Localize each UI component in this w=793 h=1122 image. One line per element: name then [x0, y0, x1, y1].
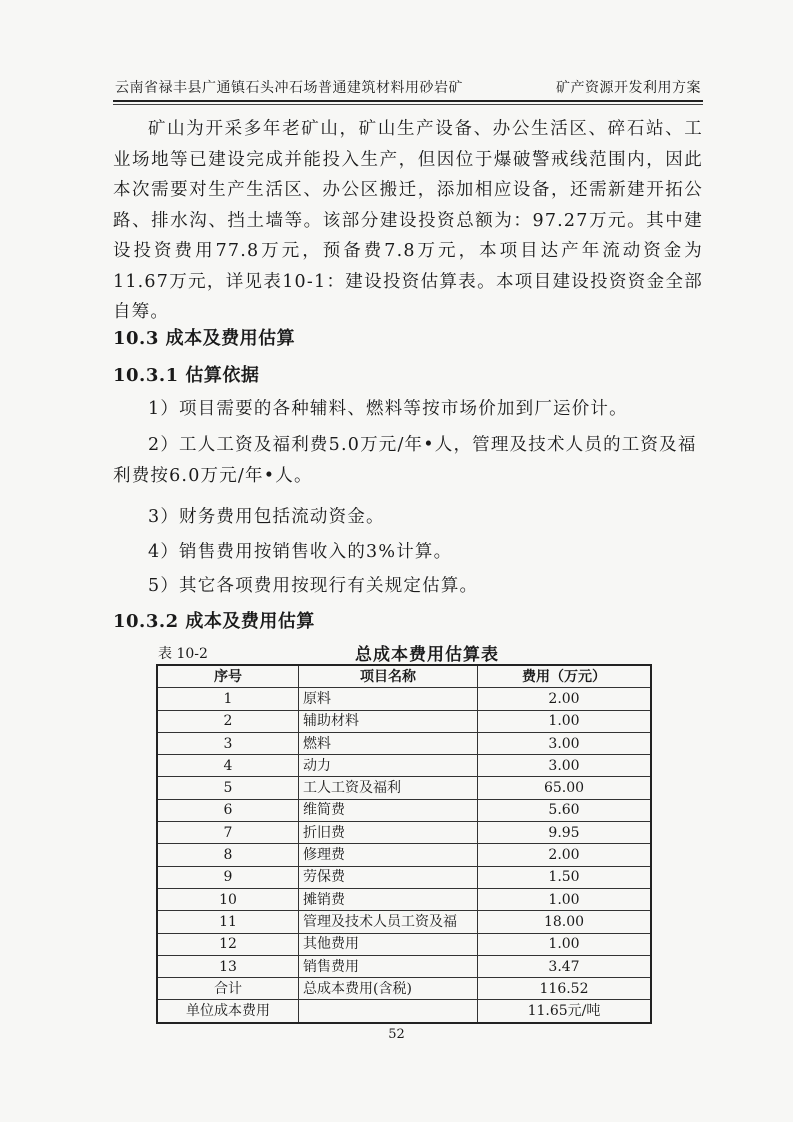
table-unit-cost-row: [157, 1000, 651, 1023]
table-row: [157, 888, 651, 910]
row-cost: 3.47: [478, 955, 652, 977]
header-project-name: 云南省禄丰县广通镇石头冲石场普通建筑材料用砂岩矿: [115, 80, 463, 96]
header-divider: [113, 100, 703, 102]
cost-estimate-table: [156, 664, 652, 1024]
basis-item: 2）工人工资及福利费5.0万元/年•人，管理及技术人员的工资及福利费按6.0万元/年•人。: [113, 435, 697, 486]
table-row: [157, 732, 651, 754]
row-item: 动力: [299, 755, 478, 777]
row-item: 燃料: [299, 732, 478, 754]
unit-cost-label: 单位成本费用: [157, 1000, 299, 1023]
basis-item: 1）项目需要的各种辅料、燃料等按市场价加到厂运价计。: [148, 399, 628, 419]
table-row: [157, 866, 651, 888]
row-item: 折旧费: [299, 822, 478, 844]
row-cost: 1.00: [478, 888, 652, 910]
column-header-number: 序号: [157, 665, 299, 688]
total-label: 合计: [157, 978, 299, 1000]
row-number: 9: [157, 866, 299, 888]
row-number: 6: [157, 799, 299, 821]
row-cost: 18.00: [478, 911, 652, 933]
basis-item: 3）财务费用包括流动资金。: [148, 507, 385, 527]
basis-item: 4）销售费用按销售收入的3%计算。: [148, 542, 453, 562]
subsection-heading-basis: 10.3.1 估算依据: [113, 365, 260, 386]
table-row: [157, 844, 651, 866]
row-number: 8: [157, 844, 299, 866]
header-doc-title: 矿产资源开发利用方案: [556, 80, 701, 96]
row-item: 修理费: [299, 844, 478, 866]
table-row: [157, 822, 651, 844]
basis-item: 5）其它各项费用按现行有关规定估算。: [148, 576, 479, 596]
column-header-item: 项目名称: [299, 665, 478, 688]
row-number: 7: [157, 822, 299, 844]
row-cost: 5.60: [478, 799, 652, 821]
row-number: 11: [157, 911, 299, 933]
row-item: 销售费用: [299, 955, 478, 977]
row-number: 10: [157, 888, 299, 910]
table-row: [157, 710, 651, 732]
row-item: 原料: [299, 688, 478, 710]
table-row: [157, 799, 651, 821]
page-header: [115, 77, 701, 99]
table-header-row: [157, 665, 651, 688]
row-number: 12: [157, 933, 299, 955]
row-cost: 1.00: [478, 710, 652, 732]
table-row: [157, 911, 651, 933]
unit-cost-value: 11.65元/吨: [478, 1000, 652, 1023]
row-item: 管理及技术人员工资及福: [299, 911, 478, 933]
row-number: 13: [157, 955, 299, 977]
row-item: 工人工资及福利: [299, 777, 478, 799]
row-item: 劳保费: [299, 866, 478, 888]
row-number: 3: [157, 732, 299, 754]
table-row: [157, 955, 651, 977]
table-row: [157, 755, 651, 777]
unit-cost-item: [299, 1000, 478, 1023]
column-header-cost: 费用（万元）: [478, 665, 652, 688]
section-heading: 10.3 成本及费用估算: [113, 328, 296, 349]
row-number: 4: [157, 755, 299, 777]
row-cost: 9.95: [478, 822, 652, 844]
intro-paragraph: 矿山为开采多年老矿山，矿山生产设备、办公生活区、碎石站、工业场地等已建设完成并能投入生产，但因位于爆破警戒线范围内，因此本次需要对生产生活区、办公区搬迁，添加相应设备，还需新建开拓公路、排水沟、挡土墙等。该部分建设投资总额为：97.27万元。其中建设投资费用77.8万元，预备费7.8万元，本项目达产年流动资金为11.67万元，详见表10-1：建设投资估算表。本项目建设投资资金全部自筹。: [113, 119, 703, 322]
row-cost: 3.00: [478, 732, 652, 754]
row-cost: 3.00: [478, 755, 652, 777]
row-item: 摊销费: [299, 888, 478, 910]
table-row: [157, 777, 651, 799]
row-number: 1: [157, 688, 299, 710]
row-cost: 1.50: [478, 866, 652, 888]
table-row: [157, 688, 651, 710]
row-cost: 65.00: [478, 777, 652, 799]
row-item: 其他费用: [299, 933, 478, 955]
total-cost: 116.52: [478, 978, 652, 1000]
row-cost: 1.00: [478, 933, 652, 955]
page-number: 52: [388, 1027, 405, 1042]
row-cost: 2.00: [478, 844, 652, 866]
subsection-heading-estimate: 10.3.2 成本及费用估算: [113, 611, 315, 632]
row-number: 5: [157, 777, 299, 799]
total-item: 总成本费用(含税): [299, 978, 478, 1000]
table-row: [157, 933, 651, 955]
row-number: 2: [157, 710, 299, 732]
table-number: 表 10-2: [158, 646, 208, 662]
row-item: 维简费: [299, 799, 478, 821]
table-title: 总成本费用估算表: [355, 645, 499, 665]
header-divider-thin: [113, 104, 703, 105]
row-cost: 2.00: [478, 688, 652, 710]
table-total-row: [157, 978, 651, 1000]
row-item: 辅助材料: [299, 710, 478, 732]
